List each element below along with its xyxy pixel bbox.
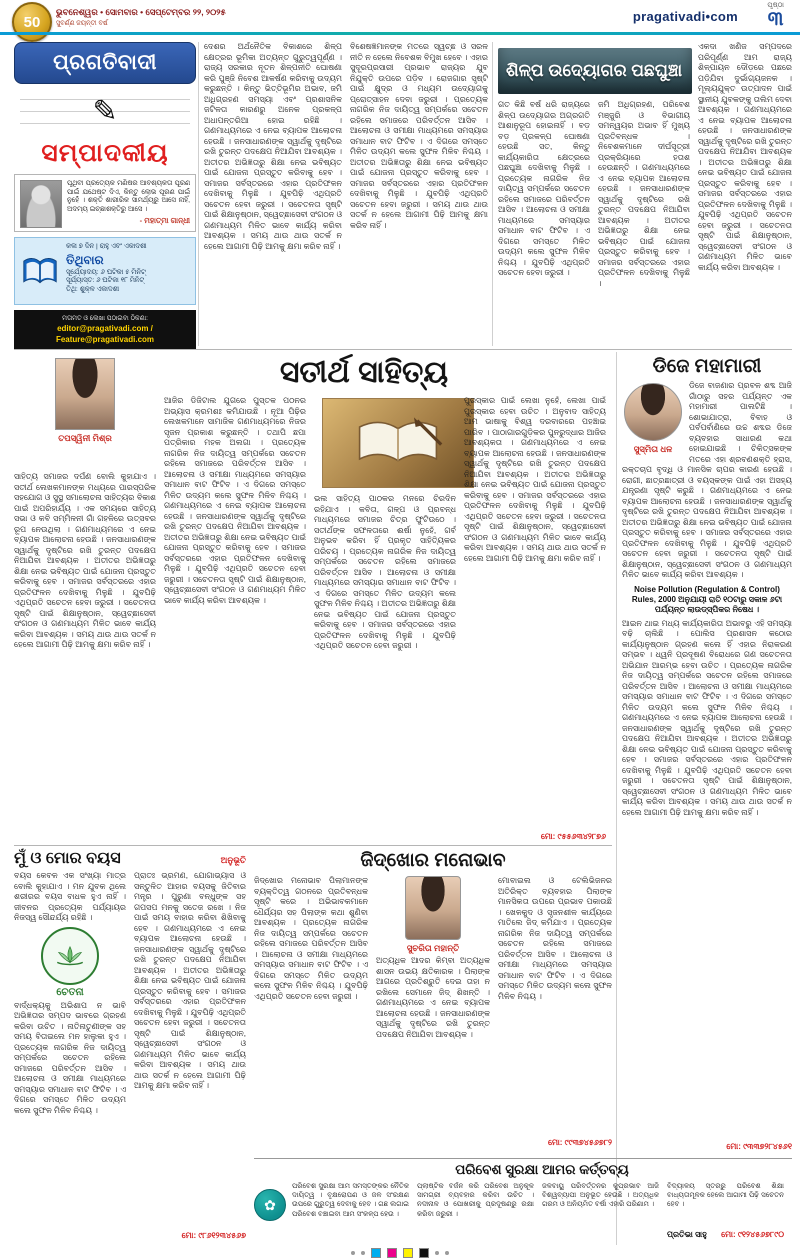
pen-nib-box bbox=[14, 88, 196, 134]
zid-author-name: ସୁଚରିତା ମହାନ୍ତି bbox=[406, 943, 460, 953]
age-columns bbox=[14, 871, 246, 1241]
age-column-1a: ବୟସ କେବଳ ଏକ ସଂଖ୍ୟା ମାତ୍ର ବୋଲି କୁହାଯାଏ । ମନ ଯୁବକ ଥିଲେ ଶରୀରର ବୟସ ବାଧକ ହୁଏ ନାହିଁ । ଜୀବନର ପ୍ରତ୍ୟେକ ପର୍ଯ୍ୟାୟର ନିଜସ୍ୱ ସୌନ୍ଦର୍ଯ୍ୟ ରହିଛି । bbox=[14, 871, 126, 922]
calendar-tithi: ତିଥି: ଶୁକ୍ଳ ଏକାଦଶୀ bbox=[66, 285, 120, 293]
calendar-line: କଳା ୭ ଦିନ | ରାହୁ ଏବଂ ଏକାଦଶୀ bbox=[66, 243, 147, 250]
gandhi-quote-box bbox=[14, 174, 196, 232]
page-label: ପୃଷ୍ଠା bbox=[767, 2, 784, 9]
satirtha-column-4: ପୁରସ୍କାର ପାଇଁ ଲେଖା ନୁହେଁ, ଲେଖା ପାଇଁ ପୁରସ୍କାର ହେବା ଉଚିତ । ଅନୁବାଦ ସାହିତ୍ୟ ଆମ ଭାଷାକୁ ବିଶ୍ୱ ଦରବାରରେ ପହଞ୍ଚାଇ ପାରିବ । ପାଠାଗାରଗୁଡ଼ିକର ପୁନରୁଦ୍ଧାର ଆଜିର ଆବଶ୍ୟକତା । ଗଣମାଧ୍ୟମରେ ଏ ନେଇ ବ୍ୟାପକ ଆଲୋଚନା ହେଉଛି । ଜନସାଧାରଣଙ୍କ ସ୍ୱାର୍ଥକୁ ଦୃଷ୍ଟିରେ ରଖି ତୁରନ୍ତ ପଦକ୍ଷେପ ନିଆଯିବା ଆବଶ୍ୟକ । ଅତୀତର ଅଭିଜ୍ଞତାରୁ ଶିକ୍ଷା ନେଇ ଭବିଷ୍ୟତ ପାଇଁ ଯୋଜନା ପ୍ରସ୍ତୁତ କରିବାକୁ ହେବ । ସମାଜର ସର୍ବସ୍ତରରେ ଏହାର ପ୍ରତିଫଳନ ଦେଖିବାକୁ ମିଳୁଛି । ଯୁବପିଢ଼ି ଏଥିପ୍ରତି ସଚେତନ ହେବା ଜରୁରୀ । ସଚେତନତା ସୃଷ୍ଟି ପାଇଁ ଶିକ୍ଷାନୁଷ୍ଠାନ, ସ୍ୱେଚ୍ଛାସେବୀ ସଂଗଠନ ଓ ଗଣମାଧ୍ୟମ ମିଳିତ ଭାବେ କାର୍ଯ୍ୟ କରିବା ଆବଶ୍ୟକ । ସମୟ ଥାଉ ଥାଉ ସତର୍କ ନ ହେଲେ ଆଗାମୀ ପିଢ଼ି ଆମକୁ କ୍ଷମା କରିବ ନାହିଁ । bbox=[464, 396, 606, 563]
column-divider bbox=[492, 42, 493, 346]
industry-column-1: ଗତ କିଛି ବର୍ଷ ଧରି ରାଜ୍ୟରେ ଶିଳ୍ପ ଉଦ୍ୟୋଗର ଅଗ୍ରଗତି ଆଶାନୁରୂପ ହୋଇନାହିଁ । ବଡ଼ ବଡ଼ ପ୍ରକଳ୍ପ ଘୋଷଣା ହେଉଛି ସତ, କିନ୍ତୁ କାର୍ଯ୍ୟକାରିତା କ୍ଷେତ୍ରରେ ପଛଘୁଞ୍ଚା ଦେଖିବାକୁ ମିଳୁଛି । ପ୍ରତ୍ୟେକ ନାଗରିକ ନିଜ ଦାୟିତ୍ୱ ସମ୍ପର୍କରେ ସଚେତନ ରହିଲେ ସମାଜରେ ପରିବର୍ତ୍ତନ ଆସିବ । ଆଲୋଚନା ଓ ସମୀକ୍ଷା ମାଧ୍ୟମରେ ସମସ୍ୟାର ସମାଧାନ ବାଟ ଫିଟିବ । ଏ ଦିଗରେ ସମସ୍ତେ ମିଳିତ ଉଦ୍ୟମ କଲେ ସୁଫଳ ମିଳିବ ନିଶ୍ଚୟ । ଯୁବପିଢ଼ି ଏଥିପ୍ରତି ସଚେତନ ହେବା ଜରୁରୀ । bbox=[498, 100, 590, 277]
satirtha-headline: ସତୀର୍ଥ ସାହିତ୍ୟ bbox=[279, 356, 449, 389]
dj-noise-rules-line: Noise Pollution (Regulation & Control) Rules, 2000 ଅନୁଯାୟୀ ରାତି ୧୦ଟାରୁ ସକାଳ ୬ଟା ପର୍ଯ୍ୟନ୍ତ ଲାଉଡ୍‌ସ୍ପିକର ନିଷେଧ । bbox=[631, 584, 783, 614]
satirtha-column-2: ଆଜିର ଡିଜିଟାଲ ଯୁଗରେ ପୁସ୍ତକ ପଠନର ଅଭ୍ୟାସ କ୍ରମଶଃ କମିଯାଉଛି । ନୂଆ ପିଢ଼ିର ଲେଖକମାନେ ସାମାଜିକ ଗଣମାଧ୍ୟମରେ ନିଜର ସୃଜନ ପ୍ରକାଶ କରୁଛନ୍ତି । ତଥାପି ଛପା ପତ୍ରିକାର ମହକ ଅଲଗା । ପ୍ରତ୍ୟେକ ନାଗରିକ ନିଜ ଦାୟିତ୍ୱ ସମ୍ପର୍କରେ ସଚେତନ ରହିଲେ ସମାଜରେ ପରିବର୍ତ୍ତନ ଆସିବ । ଆଲୋଚନା ଓ ସମୀକ୍ଷା ମାଧ୍ୟମରେ ସମସ୍ୟାର ସମାଧାନ ବାଟ ଫିଟିବ । ଏ ଦିଗରେ ସମସ୍ତେ ମିଳିତ ଉଦ୍ୟମ କଲେ ସୁଫଳ ମିଳିବ ନିଶ୍ଚୟ । ଗଣମାଧ୍ୟମରେ ଏ ନେଇ ବ୍ୟାପକ ଆଲୋଚନା ହେଉଛି । ଜନସାଧାରଣଙ୍କ ସ୍ୱାର୍ଥକୁ ଦୃଷ୍ଟିରେ ରଖି ତୁରନ୍ତ ପଦକ୍ଷେପ ନିଆଯିବା ଆବଶ୍ୟକ । ଅତୀତର ଅଭିଜ୍ଞତାରୁ ଶିକ୍ଷା ନେଇ ଭବିଷ୍ୟତ ପାଇଁ ଯୋଜନା ପ୍ରସ୍ତୁତ କରିବାକୁ ହେବ । ସମାଜର ସର୍ବସ୍ତରରେ ଏହାର ପ୍ରତିଫଳନ ଦେଖିବାକୁ ମିଳୁଛି । ଯୁବପିଢ଼ି ଏଥିପ୍ରତି ସଚେତନ ହେବା ଜରୁରୀ । ସଚେତନତା ସୃଷ୍ଟି ପାଇଁ ଶିକ୍ଷାନୁଷ୍ଠାନ, ସ୍ୱେଚ୍ଛାସେବୀ ସଂଗଠନ ଓ ଗଣମାଧ୍ୟମ ମିଳିତ ଭାବେ କାର୍ଯ୍ୟ କରିବା ଆବଶ୍ୟକ । bbox=[164, 396, 306, 605]
zid-column-3: ମୋବାଇଲ ଓ ଟେଲିଭିଜନର ଅତିରିକ୍ତ ବ୍ୟବହାର ପିଲାଙ୍କ ମାନସିକତା ଉପରେ ପ୍ରଭାବ ପକାଉଛି । ଖେଳକୁଦ ଓ ସୃଜନଶୀଳ କାର୍ଯ୍ୟରେ ମାତିଲେ ଜିଦ୍ କମିଯାଏ । ପ୍ରତ୍ୟେକ ନାଗରିକ ନିଜ ଦାୟିତ୍ୱ ସମ୍ପର୍କରେ ସଚେତନ ରହିଲେ ସମାଜରେ ପରିବର୍ତ୍ତନ ଆସିବ । ଆଲୋଚନା ଓ ସମୀକ୍ଷା ମାଧ୍ୟମରେ ସମସ୍ୟାର ସମାଧାନ ବାଟ ଫିଟିବ । ଏ ଦିଗରେ ସମସ୍ତେ ମିଳିତ ଉଦ୍ୟମ କଲେ ସୁଫଳ ମିଳିବ ନିଶ୍ଚୟ । bbox=[498, 876, 612, 1001]
dj-body-text-1: ଡିଜେ ବାଜଣାର ପ୍ରବଳ ଶବ୍ଦ ଆଜି ଗାଁଠାରୁ ସହର ପର୍ଯ୍ୟନ୍ତ ଏକ ମହାମାରୀ ପାଲଟିଛି । ଶୋଭାଯାତ୍ରା, ବିବାହ ଓ ପର୍ବପର୍ବାଣିରେ ଉଚ୍ଚ ଶବ୍ଦର ଡିଜେ ବ୍ୟବହାର ସାଧାରଣ କଥା ହୋଇଯାଇଛି । ଚିକିତ୍ସକଙ୍କ ମତରେ ଏହା ଶ୍ରବଣଶକ୍ତି ହ୍ରାସ, ରକ୍ତଚାପ ବୃଦ୍ଧି ଓ ମାନସିକ ଚାପର କାରଣ ହେଉଛି । ରୋଗୀ, ଛାତ୍ରଛାତ୍ରୀ ଓ ବୟସ୍କଙ୍କ ପାଇଁ ଏହା ଅସହ୍ୟ ଯନ୍ତ୍ରଣା ସୃଷ୍ଟି କରୁଛି । ଗଣମାଧ୍ୟମରେ ଏ ନେଇ ବ୍ୟାପକ ଆଲୋଚନା ହେଉଛି । ଜନସାଧାରଣଙ୍କ ସ୍ୱାର୍ଥକୁ ଦୃଷ୍ଟିରେ ରଖି ତୁରନ୍ତ ପଦକ୍ଷେପ ନିଆଯିବା ଆବଶ୍ୟକ । ଅତୀତର ଅଭିଜ୍ଞତାରୁ ଶିକ୍ଷା ନେଇ ଭବିଷ୍ୟତ ପାଇଁ ଯୋଜନା ପ୍ରସ୍ତୁତ କରିବାକୁ ହେବ । ସମାଜର ସର୍ବସ୍ତରରେ ଏହାର ପ୍ରତିଫଳନ ଦେଖିବାକୁ ମିଳୁଛି । ଯୁବପିଢ଼ି ଏଥିପ୍ରତି ସଚେତନ ହେବା ଜରୁରୀ । ସଚେତନତା ସୃଷ୍ଟି ପାଇଁ ଶିକ୍ଷାନୁଷ୍ଠାନ, ସ୍ୱେଚ୍ଛାସେବୀ ସଂଗଠନ ଓ ଗଣମାଧ୍ୟମ ମିଳିତ ଭାବେ କାର୍ଯ୍ୟ କରିବା ଆବଶ୍ୟକ । bbox=[622, 381, 792, 579]
contact-emails[interactable]: editor@pragativadi.com / Feature@pragativadi.com bbox=[55, 324, 155, 344]
jubilee-caption: ସୁବର୍ଣ୍ଣ ଜୟନ୍ତୀ ବର୍ଷ bbox=[56, 20, 108, 27]
dj-article bbox=[622, 356, 792, 1152]
age-column-1-wrap bbox=[14, 871, 126, 1241]
environment-column-1: ପରିବେଶ ସୁରକ୍ଷା ଆମ ସମସ୍ତଙ୍କର ନୈତିକ ଦାୟିତ୍ୱ । ବୃକ୍ଷରୋପଣ ଓ ଜଳ ସଂରକ୍ଷଣ ଉପରେ ଗୁରୁତ୍ୱ ଦେବାକୁ ହେବ । ଗଛ ଲଗାଇ ପରିବେଶ ବଞ୍ଚାଇବା ଆମ ସଂକଳ୍ପ ହେଉ । bbox=[292, 1183, 409, 1218]
edition-dateline: ଭୁବନେଶ୍ୱର • ସୋମବାର • ସେପ୍ଟେମ୍ବର ୨୨, ୨୦୨୫ bbox=[56, 7, 226, 17]
masthead-column bbox=[14, 42, 196, 349]
reg-dot bbox=[445, 1251, 449, 1255]
zid-column-2-wrap bbox=[376, 876, 490, 1148]
lotus-icon bbox=[41, 927, 99, 985]
environment-badge-icon: ✿ bbox=[254, 1189, 286, 1221]
satirtha-author-name: ତପସ୍ୱିନୀ ମିଶ୍ର bbox=[58, 433, 112, 443]
quote-text-block bbox=[67, 180, 190, 226]
gandhi-photo bbox=[20, 180, 62, 228]
reg-dot bbox=[435, 1251, 439, 1255]
dj-phone: ମୋ: ୯୩୩୭୨୮୪୫୬୧ bbox=[726, 1142, 792, 1151]
environment-column-3: ଜଳବାୟୁ ପରିବର୍ତ୍ତନର କୁପ୍ରଭାବ ଆଜି ବିଶ୍ୱବ୍ୟାପୀ ଅନୁଭୂତ ହେଉଛି । ଅତ୍ୟଧିକ ଗରମ ଓ ଅନିୟମିତ ବର୍ଷା ଏହାରି ପରିଣାମ । bbox=[542, 1183, 659, 1209]
page-number-block bbox=[767, 2, 784, 29]
book-icon-svg bbox=[22, 256, 58, 286]
site-link[interactable]: pragativadi•com bbox=[632, 9, 738, 24]
page-number: ୩ bbox=[767, 8, 784, 30]
editorial-column-2: ବିଶେଷଜ୍ଞମାନଙ୍କ ମତରେ ସ୍ୱଚ୍ଛ ଓ ସରଳ ନୀତି ନ ହେଲେ ନିବେଶକ ବିମୁଖ ହେବେ । ଏହାର ସୁଦୂରପ୍ରସାରୀ ପ୍ରଭାବ ରାଜ୍ୟର ଯୁବ ନିଯୁକ୍ତି ଉପରେ ପଡ଼ିବ । ରୋଜଗାର ସୃଷ୍ଟି ପାଇଁ କ୍ଷୁଦ୍ର ଓ ମଧ୍ୟମ ଉଦ୍ୟୋଗକୁ ପ୍ରୋତ୍ସାହନ ଦେବା ଜରୁରୀ । ପ୍ରତ୍ୟେକ ନାଗରିକ ନିଜ ଦାୟିତ୍ୱ ସମ୍ପର୍କରେ ସଚେତନ ରହିଲେ ସମାଜରେ ପରିବର୍ତ୍ତନ ଆସିବ । ଆଲୋଚନା ଓ ସମୀକ୍ଷା ମାଧ୍ୟମରେ ସମସ୍ୟାର ସମାଧାନ ବାଟ ଫିଟିବ । ଏ ଦିଗରେ ସମସ୍ତେ ମିଳିତ ଉଦ୍ୟମ କଲେ ସୁଫଳ ମିଳିବ ନିଶ୍ଚୟ । ଅତୀତର ଅଭିଜ୍ଞତାରୁ ଶିକ୍ଷା ନେଇ ଭବିଷ୍ୟତ ପାଇଁ ଯୋଜନା ପ୍ରସ୍ତୁତ କରିବାକୁ ହେବ । ସମାଜର ସର୍ବସ୍ତରରେ ଏହାର ପ୍ରତିଫଳନ ଦେଖିବାକୁ ମିଳୁଛି । ଯୁବପିଢ଼ି ଏଥିପ୍ରତି ସଚେତନ ହେବା ଜରୁରୀ । ସମୟ ଥାଉ ଥାଉ ସତର୍କ ନ ହେଲେ ଆଗାମୀ ପିଢ଼ି ଆମକୁ କ୍ଷମା କରିବ ନାହିଁ । bbox=[350, 42, 488, 230]
contact-bar bbox=[14, 310, 196, 349]
reg-mark-cyan bbox=[371, 1248, 381, 1258]
quote-author: - ମହାତ୍ମା ଗାନ୍ଧୀ bbox=[139, 216, 190, 225]
print-registration-marks bbox=[0, 1248, 800, 1258]
column-divider bbox=[616, 352, 617, 1245]
header-rule bbox=[0, 32, 800, 35]
reg-mark-yellow bbox=[403, 1248, 413, 1258]
book-icon bbox=[20, 243, 60, 299]
environment-column-4: ବିଦ୍ୟାଳୟ ସ୍ତରରୁ ପରିବେଶ ଶିକ୍ଷା ବାଧ୍ୟତାମୂଳକ ହେଲେ ଆଗାମୀ ପିଢ଼ି ସଚେତନ ହେବ । bbox=[667, 1183, 784, 1209]
jubilee-50-number: 50 bbox=[23, 13, 41, 31]
satirtha-column-1: ସାହିତ୍ୟ ସମାଜର ଦର୍ପଣ ବୋଲି କୁହାଯାଏ । ସତୀର୍ଥ ଲେଖକମାନଙ୍କ ମଧ୍ୟରେ ପାରସ୍ପରିକ ସହଯୋଗ ଓ ସୁସ୍ଥ ସମାଲୋଚନା ସାହିତ୍ୟର ବିକାଶ ପାଇଁ ଅପରିହାର୍ଯ୍ୟ । ଏକ ସମୟରେ ସାହିତ୍ୟ ସଭା ଓ କବି ସମ୍ମିଳନୀ ଗାଁ ଗହଳିରେ ଉତ୍ସବର ରୂପ ନେଉଥିଲା । ଗଣମାଧ୍ୟମରେ ଏ ନେଇ ବ୍ୟାପକ ଆଲୋଚନା ହେଉଛି । ଜନସାଧାରଣଙ୍କ ସ୍ୱାର୍ଥକୁ ଦୃଷ୍ଟିରେ ରଖି ତୁରନ୍ତ ପଦକ୍ଷେପ ନିଆଯିବା ଆବଶ୍ୟକ । ଅତୀତର ଅଭିଜ୍ଞତାରୁ ଶିକ୍ଷା ନେଇ ଭବିଷ୍ୟତ ପାଇଁ ଯୋଜନା ପ୍ରସ୍ତୁତ କରିବାକୁ ହେବ । ସମାଜର ସର୍ବସ୍ତରରେ ଏହାର ପ୍ରତିଫଳନ ଦେଖିବାକୁ ମିଳୁଛି । ଯୁବପିଢ଼ି ଏଥିପ୍ରତି ସଚେତନ ହେବା ଜରୁରୀ । ସଚେତନତା ସୃଷ୍ଟି ପାଇଁ ଶିକ୍ଷାନୁଷ୍ଠାନ, ସ୍ୱେଚ୍ଛାସେବୀ ସଂଗଠନ ଓ ଗଣମାଧ୍ୟମ ମିଳିତ ଭାବେ କାର୍ଯ୍ୟ କରିବା ଆବଶ୍ୟକ । ସମୟ ଥାଉ ଥାଉ ସତର୍କ ନ ହେଲେ ଆଗାମୀ ପିଢ଼ି ଆମକୁ କ୍ଷମା କରିବ ନାହିଁ । bbox=[14, 472, 156, 649]
jubilee-50-logo bbox=[12, 2, 52, 42]
age-column-1b: ବାର୍ଦ୍ଧକ୍ୟକୁ ଅଭିଶାପ ନ ଭାବି ଅଭିଜ୍ଞତାର ସମ୍ପଦ ଭାବରେ ଗ୍ରହଣ କରିବା ଉଚିତ । ନାତିନାତୁଣୀଙ୍କ ସହ ସମୟ ବିତାଇଲେ ମନ ହାଲୁକା ହୁଏ । ପ୍ରତ୍ୟେକ ନାଗରିକ ନିଜ ଦାୟିତ୍ୱ ସମ୍ପର୍କରେ ସଚେତନ ରହିଲେ ସମାଜରେ ପରିବର୍ତ୍ତନ ଆସିବ । ଆଲୋଚନା ଓ ସମୀକ୍ଷା ମାଧ୍ୟମରେ ସମସ୍ୟାର ସମାଧାନ ବାଟ ଫିଟିବ । ଏ ଦିଗରେ ସମସ୍ତେ ମିଳିତ ଉଦ୍ୟମ କଲେ ସୁଫଳ ମିଳିବ ନିଶ୍ଚୟ । bbox=[14, 1000, 126, 1115]
reg-dot bbox=[361, 1251, 365, 1255]
calendar-sunrise: ସୂର୍ଯ୍ୟୋଦୟ: ୬ ଘଟିକା ୫ ମିନିଟ୍ bbox=[66, 268, 146, 276]
column-divider bbox=[198, 42, 199, 346]
industry-headline: ଶିଳ୍ପ ଉଦ୍ୟୋଗର ପଛଘୁଞ୍ଚା bbox=[506, 61, 683, 80]
dj-author-block bbox=[622, 383, 684, 454]
contact-label: ମତାମତ ଓ ଲେଖା ପଠାଇବା ଠିକଣା: bbox=[62, 315, 148, 322]
dj-body-text-2: ଆଇନ ଥାଇ ମଧ୍ୟ କାର୍ଯ୍ୟକାରିତା ଅଭାବରୁ ଏହି ସମସ୍ୟା ବଢ଼ି ଚାଲିଛି । ପୋଲିସ ପ୍ରଶାସନ କଠୋର କାର୍ଯ୍ୟାନୁଷ୍ଠାନ ଗ୍ରହଣ କଲେ ହିଁ ଏହାର ନିରାକରଣ ସମ୍ଭବ । ଧ୍ୱନି ପ୍ରଦୂଷଣ ବିରୋଧରେ ଗଣ ସଚେତନତା ଅଭିଯାନ ଆରମ୍ଭ ହେବା ଉଚିତ । ପ୍ରତ୍ୟେକ ନାଗରିକ ନିଜ ଦାୟିତ୍ୱ ସମ୍ପର୍କରେ ସଚେତନ ରହିଲେ ସମାଜରେ ପରିବର୍ତ୍ତନ ଆସିବ । ଆଲୋଚନା ଓ ସମୀକ୍ଷା ମାଧ୍ୟମରେ ସମସ୍ୟାର ସମାଧାନ ବାଟ ଫିଟିବ । ଏ ଦିଗରେ ସମସ୍ତେ ମିଳିତ ଉଦ୍ୟମ କଲେ ସୁଫଳ ମିଳିବ ନିଶ୍ଚୟ । ଗଣମାଧ୍ୟମରେ ଏ ନେଇ ବ୍ୟାପକ ଆଲୋଚନା ହେଉଛି । ଜନସାଧାରଣଙ୍କ ସ୍ୱାର୍ଥକୁ ଦୃଷ୍ଟିରେ ରଖି ତୁରନ୍ତ ପଦକ୍ଷେପ ନିଆଯିବା ଆବଶ୍ୟକ । ଅତୀତର ଅଭିଜ୍ଞତାରୁ ଶିକ୍ଷା ନେଇ ଭବିଷ୍ୟତ ପାଇଁ ଯୋଜନା ପ୍ରସ୍ତୁତ କରିବାକୁ ହେବ । ସମାଜର ସର୍ବସ୍ତରରେ ଏହାର ପ୍ରତିଫଳନ ଦେଖିବାକୁ ମିଳୁଛି । ଯୁବପିଢ଼ି ଏଥିପ୍ରତି ସଚେତନ ହେବା ଜରୁରୀ । ସଚେତନତା ସୃଷ୍ଟି ପାଇଁ ଶିକ୍ଷାନୁଷ୍ଠାନ, ସ୍ୱେଚ୍ଛାସେବୀ ସଂଗଠନ ଓ ଗଣମାଧ୍ୟମ ମିଳିତ ଭାବେ କାର୍ଯ୍ୟ କରିବା ଆବଶ୍ୟକ । ସମୟ ଥାଉ ଥାଉ ସତର୍କ ନ ହେଲେ ଆଗାମୀ ପିଢ଼ି ଆମକୁ କ୍ଷମା କରିବ ନାହିଁ । bbox=[622, 618, 792, 817]
quote-text: ପୃଥିବୀ ପ୍ରତ୍ୟେକ ମଣିଷର ଆବଶ୍ୟକତା ପୂରଣ ପାଇଁ ଯଥେଷ୍ଟ ଦିଏ, କିନ୍ତୁ ଲୋଭ ପୂରଣ ପାଇଁ ନୁହେଁ । ଶକ୍ତି ଶାରୀରିକ ସାମର୍ଥ୍ୟରୁ ଆସେ ନାହିଁ, ଅଦମ୍ୟ ଇଚ୍ଛାଶକ୍ତିରୁ ଆସେ । bbox=[67, 180, 190, 213]
zid-headline: ଜିଦ୍‌ଖୋର ମନୋଭାବ bbox=[360, 850, 506, 871]
zid-column-3-wrap bbox=[498, 876, 612, 1148]
age-headline: ମୁଁ ଓ ମୋର ବୟସ bbox=[14, 850, 121, 867]
environment-headline: ପରିବେଶ ସୁରକ୍ଷା ଆମର କର୍ତ୍ତବ୍ୟ bbox=[455, 1162, 629, 1177]
lotus-badge-label: ଚେତନା bbox=[56, 986, 84, 998]
satirtha-column-4-wrap bbox=[464, 396, 606, 842]
section-divider bbox=[14, 845, 612, 846]
age-column-2-wrap bbox=[134, 871, 246, 1241]
zid-article bbox=[254, 850, 612, 1148]
pen-nib-icon: ✎ bbox=[92, 94, 118, 128]
industry-column-3: ଏକଦା ଖଣିଜ ସମ୍ପଦରେ ପରିପୂର୍ଣ୍ଣ ଆମ ରାଜ୍ୟ ଶିଳ୍ପାୟନ ଦୌଡ଼ରେ ପଛରେ ପଡ଼ିଯିବା ଦୁର୍ଭାଗ୍ୟଜନକ । ମୂଲ୍ୟଯୁକ୍ତ ଉତ୍ପାଦନ ପାଇଁ ସ୍ଥାନୀୟ ଯୁବକଙ୍କୁ ତାଲିମ ଦେବା ଆବଶ୍ୟକ । ଗଣମାଧ୍ୟମରେ ଏ ନେଇ ବ୍ୟାପକ ଆଲୋଚନା ହେଉଛି । ଜନସାଧାରଣଙ୍କ ସ୍ୱାର୍ଥକୁ ଦୃଷ୍ଟିରେ ରଖି ତୁରନ୍ତ ପଦକ୍ଷେପ ନିଆଯିବା ଆବଶ୍ୟକ । ଅତୀତର ଅଭିଜ୍ଞତାରୁ ଶିକ୍ଷା ନେଇ ଭବିଷ୍ୟତ ପାଇଁ ଯୋଜନା ପ୍ରସ୍ତୁତ କରିବାକୁ ହେବ । ସମାଜର ସର୍ବସ୍ତରରେ ଏହାର ପ୍ରତିଫଳନ ଦେଖିବାକୁ ମିଳୁଛି । ଯୁବପିଢ଼ି ଏଥିପ୍ରତି ସଚେତନ ହେବା ଜରୁରୀ । ସଚେତନତା ସୃଷ୍ଟି ପାଇଁ ଶିକ୍ଷାନୁଷ୍ଠାନ, ସ୍ୱେଚ୍ଛାସେବୀ ସଂଗଠନ ଓ ଗଣମାଧ୍ୟମ ମିଳିତ ଭାବେ କାର୍ଯ୍ୟ କରିବା ଆବଶ୍ୟକ । bbox=[698, 42, 792, 272]
zid-phone: ମୋ: ୯୯୩୭୪୫୬୭୮୨ bbox=[547, 1138, 612, 1147]
age-phone: ମୋ: ୯୮୬୧୨୩୪୫୬୭ bbox=[181, 1231, 246, 1240]
satirtha-author-photo bbox=[55, 358, 115, 430]
satirtha-author-block bbox=[30, 358, 140, 443]
dj-author-name: ସୁସ୍ମିତା ଧଳ bbox=[633, 444, 673, 454]
age-article bbox=[14, 850, 246, 1241]
masthead-title: ପ୍ରଗତିବାଦୀ bbox=[14, 42, 196, 84]
environment-phone: ମୋ: ୯୧୨୪୫୬୭୮୯୦ bbox=[721, 1230, 784, 1239]
environment-column-4-wrap bbox=[667, 1182, 784, 1240]
panchang-calendar-box bbox=[14, 237, 196, 305]
calendar-details bbox=[66, 243, 190, 299]
industry-column-2: ଜମି ଅଧିଗ୍ରହଣ, ପରିବେଶ ମଞ୍ଜୁରି ଓ ବିଭାଗୀୟ ସମନ୍ୱୟର ଅଭାବ ହିଁ ମୁଖ୍ୟ ପ୍ରତିବନ୍ଧକ । ନିବେଶକମାନେ ଦୀର୍ଘସୂତ୍ରୀ ପ୍ରକ୍ରିୟାରେ ହତାଶ ହେଉଛନ୍ତି । ଗଣମାଧ୍ୟମରେ ଏ ନେଇ ବ୍ୟାପକ ଆଲୋଚନା ହେଉଛି । ଜନସାଧାରଣଙ୍କ ସ୍ୱାର୍ଥକୁ ଦୃଷ୍ଟିରେ ରଖି ତୁରନ୍ତ ପଦକ୍ଷେପ ନିଆଯିବା ଆବଶ୍ୟକ । ଅତୀତର ଅଭିଜ୍ଞତାରୁ ଶିକ୍ଷା ନେଇ ଭବିଷ୍ୟତ ପାଇଁ ଯୋଜନା ପ୍ରସ୍ତୁତ କରିବାକୁ ହେବ । ସମାଜର ସର୍ବସ୍ତରରେ ଏହାର ପ୍ରତିଫଳନ ଦେଖିବାକୁ ମିଳୁଛି । bbox=[598, 100, 690, 288]
books-feature-image bbox=[322, 398, 474, 488]
satirtha-phone: ମୋ: ୯୫୫୬୩୪୨୮୭୬ bbox=[540, 832, 606, 841]
age-header-row bbox=[14, 850, 246, 868]
industry-headline-banner bbox=[498, 48, 692, 94]
zid-author-block bbox=[376, 876, 490, 953]
open-book-illustration bbox=[350, 414, 446, 472]
calendar-sunset: ସୂର୍ଯ୍ୟାସ୍ତ: ୬ ଘଟିକା ୧୮ ମିନିଟ୍ bbox=[66, 277, 145, 284]
editorial-column-1: ଦେଶର ଅର୍ଥନୈତିକ ବିକାଶରେ ଶିଳ୍ପ କ୍ଷେତ୍ରର ଭୂମିକା ଅତ୍ୟନ୍ତ ଗୁରୁତ୍ୱପୂର୍ଣ୍ଣ । ରାଜ୍ୟ ସରକାର ନୂତନ ଶିଳ୍ପନୀତି ଘୋଷଣା କରି ପୁଞ୍ଜି ନିବେଶ ଆକର୍ଷଣ କରିବାକୁ ଉଦ୍ୟମ କରୁଛନ୍ତି । କିନ୍ତୁ ଭିତ୍ତିଭୂମିର ଅଭାବ, ଜମି ଅଧିଗ୍ରହଣ ସମସ୍ୟା ଏବଂ ପ୍ରଶାସନିକ ଜଟିଳତା କାରଣରୁ ଅନେକ ପ୍ରକଳ୍ପ ଅଧାପନ୍ତରିଆ ହୋଇ ରହିଛି । ଗଣମାଧ୍ୟମରେ ଏ ନେଇ ବ୍ୟାପକ ଆଲୋଚନା ହେଉଛି । ଜନସାଧାରଣଙ୍କ ସ୍ୱାର୍ଥକୁ ଦୃଷ୍ଟିରେ ରଖି ତୁରନ୍ତ ପଦକ୍ଷେପ ନିଆଯିବା ଆବଶ୍ୟକ । ଅତୀତର ଅଭିଜ୍ଞତାରୁ ଶିକ୍ଷା ନେଇ ଭବିଷ୍ୟତ ପାଇଁ ଯୋଜନା ପ୍ରସ୍ତୁତ କରିବାକୁ ହେବ । ସମାଜର ସର୍ବସ୍ତରରେ ଏହାର ପ୍ରତିଫଳନ ଦେଖିବାକୁ ମିଳୁଛି । ଯୁବପିଢ଼ି ଏଥିପ୍ରତି ସଚେତନ ହେବା ଜରୁରୀ । ସଚେତନତା ସୃଷ୍ଟି ପାଇଁ ଶିକ୍ଷାନୁଷ୍ଠାନ, ସ୍ୱେଚ୍ଛାସେବୀ ସଂଗଠନ ଓ ଗଣମାଧ୍ୟମ ମିଳିତ ଭାବେ କାର୍ଯ୍ୟ କରିବା ଆବଶ୍ୟକ । ସମୟ ଥାଉ ଥାଉ ସତର୍କ ନ ହେଲେ ଆଗାମୀ ପିଢ଼ି ଆମକୁ କ୍ଷମା କରିବ ନାହିଁ । bbox=[204, 42, 342, 251]
age-section-tag: ଅନୁଭୂତି bbox=[220, 855, 246, 865]
zid-column-1: ଜିଦ୍‌ଖୋର ମନୋଭାବ ପିଲାମାନଙ୍କ ବ୍ୟକ୍ତିତ୍ୱ ଗଠନରେ ପ୍ରତିବନ୍ଧକ ସୃଷ୍ଟି କରେ । ଅଭିଭାବକମାନେ ଧୈର୍ଯ୍ୟର ସହ ପିଲାଙ୍କ କଥା ଶୁଣିବା ଆବଶ୍ୟକ । ପ୍ରତ୍ୟେକ ନାଗରିକ ନିଜ ଦାୟିତ୍ୱ ସମ୍ପର୍କରେ ସଚେତନ ରହିଲେ ସମାଜରେ ପରିବର୍ତ୍ତନ ଆସିବ । ଆଲୋଚନା ଓ ସମୀକ୍ଷା ମାଧ୍ୟମରେ ସମସ୍ୟାର ସମାଧାନ ବାଟ ଫିଟିବ । ଏ ଦିଗରେ ସମସ୍ତେ ମିଳିତ ଉଦ୍ୟମ କଲେ ସୁଫଳ ମିଳିବ ନିଶ୍ଚୟ । ଯୁବପିଢ଼ି ଏଥିପ୍ରତି ସଚେତନ ହେବା ଜରୁରୀ । bbox=[254, 876, 368, 1001]
age-column-2: ପ୍ରାତଃ ଭ୍ରମଣ, ଯୋଗାଭ୍ୟାସ ଓ ସନ୍ତୁଳିତ ଆହାର ବୟସକୁ ଜିତିବାର ମନ୍ତ୍ର । ପୁରୁଣା ବନ୍ଧୁଙ୍କ ସହ ଗପସପ ମନକୁ ସତେଜ ରଖେ । ନିଜ ପାଇଁ ସମୟ ବାହାର କରିବା ଶିଖିବାକୁ ହେବ । ଗଣମାଧ୍ୟମରେ ଏ ନେଇ ବ୍ୟାପକ ଆଲୋଚନା ହେଉଛି । ଜନସାଧାରଣଙ୍କ ସ୍ୱାର୍ଥକୁ ଦୃଷ୍ଟିରେ ରଖି ତୁରନ୍ତ ପଦକ୍ଷେପ ନିଆଯିବା ଆବଶ୍ୟକ । ଅତୀତର ଅଭିଜ୍ଞତାରୁ ଶିକ୍ଷା ନେଇ ଭବିଷ୍ୟତ ପାଇଁ ଯୋଜନା ପ୍ରସ୍ତୁତ କରିବାକୁ ହେବ । ସମାଜର ସର୍ବସ୍ତରରେ ଏହାର ପ୍ରତିଫଳନ ଦେଖିବାକୁ ମିଳୁଛି । ଯୁବପିଢ଼ି ଏଥିପ୍ରତି ସଚେତନ ହେବା ଜରୁରୀ । ସଚେତନତା ସୃଷ୍ଟି ପାଇଁ ଶିକ୍ଷାନୁଷ୍ଠାନ, ସ୍ୱେଚ୍ଛାସେବୀ ସଂଗଠନ ଓ ଗଣମାଧ୍ୟମ ମିଳିତ ଭାବେ କାର୍ଯ୍ୟ କରିବା ଆବଶ୍ୟକ । ସମୟ ଥାଉ ଥାଉ ସତର୍କ ନ ହେଲେ ଆଗାମୀ ପିଢ଼ି ଆମକୁ କ୍ଷମା କରିବ ନାହିଁ । bbox=[134, 871, 246, 1090]
environment-columns bbox=[292, 1182, 792, 1240]
reg-mark-black bbox=[419, 1248, 429, 1258]
section-divider bbox=[14, 349, 792, 350]
dj-body bbox=[622, 381, 792, 1140]
environment-column-2: ପ୍ଲାଷ୍ଟିକ ବର୍ଜନ କରି ପରିବେଶ ଅନୁକୂଳ ସାମଗ୍ରୀ ବ୍ୟବହାର କରିବା ଉଚିତ । ନଦୀନାଳ ଓ ପୋଖରୀକୁ ପ୍ରଦୂଷଣରୁ ରକ୍ଷା କରିବା ଜରୁରୀ । bbox=[417, 1183, 534, 1218]
environment-footer-row bbox=[667, 1230, 784, 1240]
environment-strip bbox=[254, 1158, 792, 1240]
chetana-lotus-badge bbox=[35, 927, 105, 998]
calendar-day: ତିଥିବାର bbox=[66, 252, 104, 267]
zid-columns bbox=[254, 876, 612, 1148]
dj-author-photo bbox=[624, 383, 682, 441]
reg-mark-magenta bbox=[387, 1248, 397, 1258]
environment-credit: ପ୍ରତିଭା ସାହୁ bbox=[667, 1230, 707, 1239]
satirtha-column-3: ଭଲ ସାହିତ୍ୟ ପାଠକର ମନରେ ଚିରଦିନ ରହିଯାଏ । କବିତା, ଗଳ୍ପ ଓ ପ୍ରବନ୍ଧ ମାଧ୍ୟମରେ ସମାଜର ଚିତ୍ର ଫୁଟିଉଠେ । ସତୀର୍ଥଙ୍କ ସଫଳତାରେ ଈର୍ଷା ନୁହେଁ, ଗର୍ବ ଅନୁଭବ କରିବା ହିଁ ପ୍ରକୃତ ସାହିତ୍ୟିକର ପରିଚୟ । ପ୍ରତ୍ୟେକ ନାଗରିକ ନିଜ ଦାୟିତ୍ୱ ସମ୍ପର୍କରେ ସଚେତନ ରହିଲେ ସମାଜରେ ପରିବର୍ତ୍ତନ ଆସିବ । ଆଲୋଚନା ଓ ସମୀକ୍ଷା ମାଧ୍ୟମରେ ସମସ୍ୟାର ସମାଧାନ ବାଟ ଫିଟିବ । ଏ ଦିଗରେ ସମସ୍ତେ ମିଳିତ ଉଦ୍ୟମ କଲେ ସୁଫଳ ମିଳିବ ନିଶ୍ଚୟ । ଅତୀତର ଅଭିଜ୍ଞତାରୁ ଶିକ୍ଷା ନେଇ ଭବିଷ୍ୟତ ପାଇଁ ଯୋଜନା ପ୍ରସ୍ତୁତ କରିବାକୁ ହେବ । ସମାଜର ସର୍ବସ୍ତରରେ ଏହାର ପ୍ରତିଫଳନ ଦେଖିବାକୁ ମିଳୁଛି । ଯୁବପିଢ଼ି ଏଥିପ୍ରତି ସଚେତନ ହେବା ଜରୁରୀ । bbox=[314, 494, 456, 650]
reg-dot bbox=[351, 1251, 355, 1255]
zid-column-2: ଅତ୍ୟଧିକ ଆଦର କିମ୍ବା ଅତ୍ୟଧିକ ଶାସନ ଉଭୟ କ୍ଷତିକାରକ । ପିଲାଙ୍କ ଆଗରେ ପ୍ରତିଶ୍ରୁତି ଦେଇ ତାହା ନ ରଖିଲେ ସେମାନେ ଜିଦ୍ ଶିଖନ୍ତି । ଗଣମାଧ୍ୟମରେ ଏ ନେଇ ବ୍ୟାପକ ଆଲୋଚନା ହେଉଛି । ଜନସାଧାରଣଙ୍କ ସ୍ୱାର୍ଥକୁ ଦୃଷ୍ଟିରେ ରଖି ତୁରନ୍ତ ପଦକ୍ଷେପ ନିଆଯିବା ଆବଶ୍ୟକ । bbox=[376, 956, 490, 1039]
section-title-editorial: ସମ୍ପାଦକୀୟ bbox=[41, 138, 169, 167]
dj-headline: ଡିଜେ ମହାମାରୀ bbox=[652, 356, 762, 377]
zid-author-photo bbox=[405, 876, 461, 940]
